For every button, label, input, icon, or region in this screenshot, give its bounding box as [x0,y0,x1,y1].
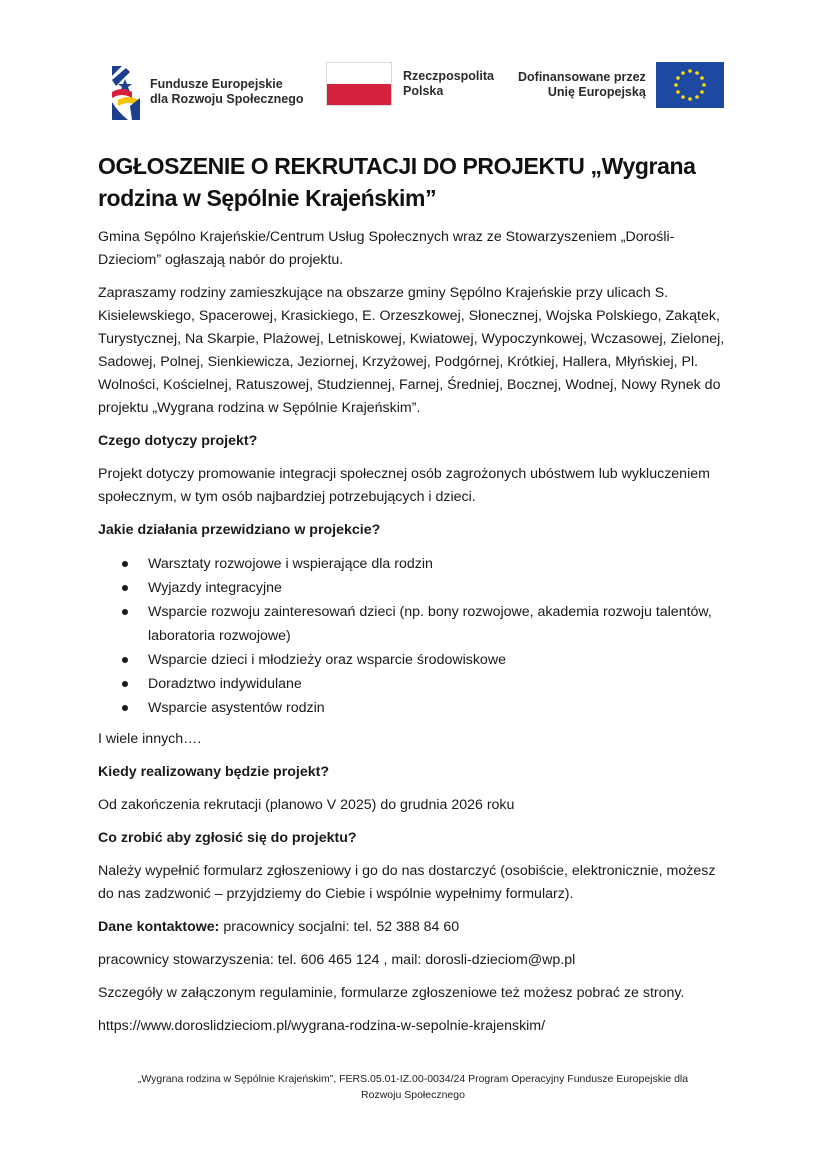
project-url: https://www.doroslidzieciom.pl/wygrana-rodzina-w-sepolnie-krajenskim/ [98,1018,546,1034]
list-item: Wsparcie asystentów rodzin [98,696,730,720]
list-item: Wsparcie rozwoju zainteresowań dzieci (np. bony rozwojowe, akademia rozwoju talentów, laboratoria rozwojowe) [98,600,730,648]
answer-when: Od zakończenia rekrutacji (planowo V 2025) do grudnia 2026 roku [98,797,515,813]
list-item: Wyjazdy integracyjne [98,576,730,600]
contact-association: pracownicy stowarzyszenia: tel. 606 465 124 , mail: dorosli-dzieciom@wp.pl [98,952,576,968]
activities-list [98,552,730,720]
polish-flag-icon [326,62,392,106]
footer-line2: Rozwoju Społecznego [361,1089,465,1101]
footer-line1: „Wygrana rodzina w Sępólnie Krajeńskim”, FERS.05.01-IZ.00-0034/24 Program Operacyjny Fundusze Europejskie dla [137,1073,689,1085]
fe-logo-line1: Fundusze Europejskie [150,77,283,91]
list-item: Doradztwo indywidulane [98,672,730,696]
pl-logo-line2: Polska [403,84,444,98]
contact-social-workers: pracownicy socjalni: tel. 52 388 84 60 [219,919,460,935]
page-title-line2: rodzina w Sępólnie Krajeńskim” [98,185,437,211]
bullet-icon [122,609,128,615]
pl-logo [326,62,494,106]
page-title [98,150,730,214]
eu-logo [518,62,724,108]
details-text: Szczegóły w załączonym regulaminie, formularze zgłoszeniowe też możesz pobrać ze strony. [98,985,685,1001]
bullet-icon [122,681,128,687]
fe-logo-line2: dla Rozwoju Społecznego [150,92,304,106]
answer-how-to-apply: Należy wypełnić formularz zgłoszeniowy i go do nas dostarczyć (osobiście, elektronicznie, możesz do nas zadzwonić – przyjdziemy do Ciebie i wspólnie wypełnimy formularz). [98,863,716,902]
bullet-icon [122,657,128,663]
fe-logo [108,62,303,122]
question-activities: Jakie działania przewidziano w projekcie? [98,522,381,538]
question-when: Kiedy realizowany będzie projekt? [98,764,330,780]
page-title-line1: OGŁOSZENIE O REKRUTACJI DO PROJEKTU „Wygrana [98,153,696,179]
bullet-icon [122,561,128,567]
more-activities-text: I wiele innych…. [98,731,202,747]
question-how-to-apply: Co zrobić aby zgłosić się do projektu? [98,830,357,846]
contact-line [98,916,730,939]
page-footer [90,1071,736,1103]
bullet-icon [122,585,128,591]
announcement-body [98,150,730,1048]
list-item: Warsztaty rozwojowe i wspierające dla rodzin [98,552,730,576]
intro-paragraph: Gmina Sępólno Krajeńskie/Centrum Usług Społecznych wraz ze Stowarzyszeniem „Dorośli-Dzieciom” ogłaszają nabór do projektu. [98,229,675,268]
logo-bar [0,62,826,122]
eu-logo-line1: Dofinansowane przez [518,70,646,84]
contact-label: Dane kontaktowe: [98,919,220,935]
eu-flag-icon [656,62,724,108]
list-item: Wsparcie dzieci i młodzieży oraz wsparcie środowiskowe [98,648,730,672]
fe-emblem-icon [108,62,142,122]
eu-logo-line2: Unię Europejską [547,85,646,99]
pl-logo-line1: Rzeczpospolita [403,69,494,83]
answer-about-project: Projekt dotyczy promowanie integracji społecznej osób zagrożonych ubóstwem lub wykluczeniem społecznym, w tym osób najbardziej potrzebujących i dzieci. [98,466,710,505]
question-about-project: Czego dotyczy projekt? [98,433,258,449]
bullet-icon [122,705,128,711]
invite-paragraph: Zapraszamy rodziny zamieszkujące na obszarze gminy Sępólno Krajeńskie przy ulicach S. Kisielewskiego, Spacerowej, Krasickiego, E. Orzeszkowej, Słonecznej, Wojska Polskiego, Zakątek, Turystycznej, Na Skarpie, Plażowej, Letniskowej, Kwiatowej, Wypoczynkowej, Wczasowej, Zielonej, Sadowej, Polnej, Sienkiewicza, Jeziornej, Krzyżowej, Podgórnej, Krótkiej, Hallera, Młyńskiej, Pl. Wolności, Kościelnej, Ratuszowej, Studziennej, Farnej, Średniej, Bocznej, Wodnej, Nowy Rynek do projektu „Wygrana rodzina w Sępólnie Krajeńskim”. [98,285,725,416]
